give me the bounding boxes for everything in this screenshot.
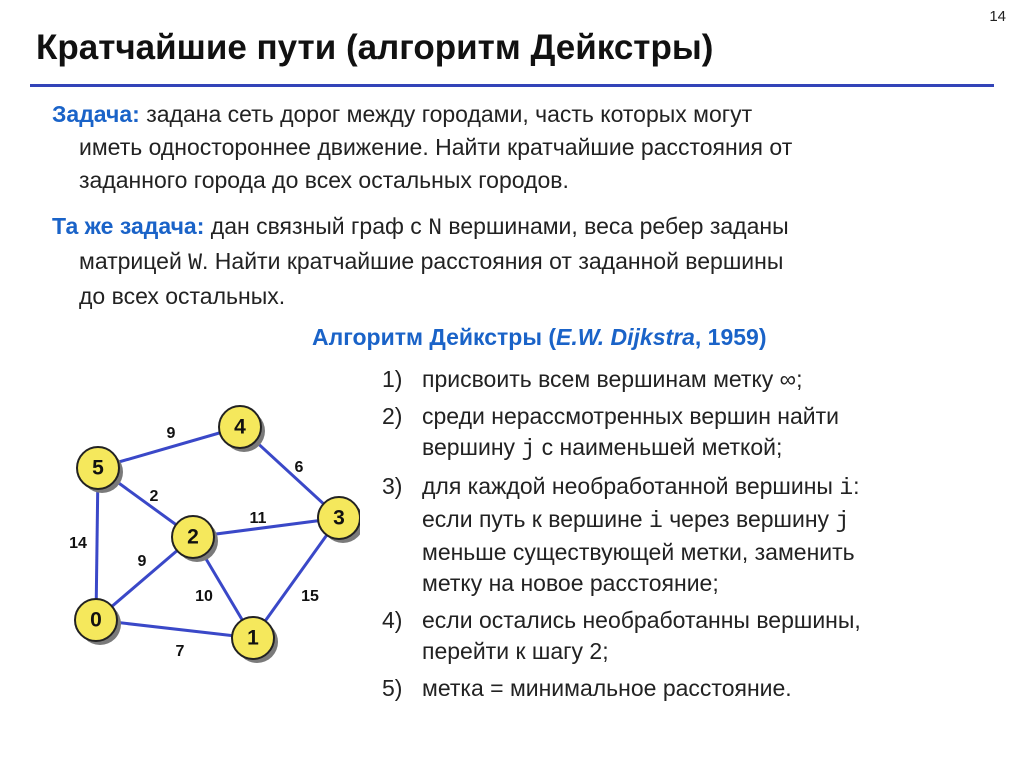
edge-weight-5-2: 2 [149, 488, 159, 506]
node-label: 5 [92, 456, 104, 480]
page-title: Кратчайшие пути (алгоритм Дейкстры) [36, 28, 714, 67]
algorithm-author: E.W. Dijkstra [556, 324, 695, 350]
edge-weight-3-1: 15 [301, 588, 319, 606]
same-task-line-1b: вершинами, веса ребер заданы [442, 213, 789, 239]
node-label: 2 [187, 525, 199, 549]
algorithm-title-suffix: , 1959) [694, 324, 767, 350]
same-task-line-1a: дан связный граф с [210, 213, 429, 239]
algorithm-title [312, 324, 767, 351]
node-label: 3 [333, 506, 345, 530]
slide-number: 14 [989, 8, 1006, 25]
edge-weight-0-1: 7 [175, 643, 185, 661]
step-text: перейти к шагу 2; [422, 638, 609, 664]
same-task-line-2a: матрицей [79, 248, 189, 274]
step-text: для каждой необработанной вершины i: [422, 473, 860, 501]
step-text: если остались необработанны вершины, [422, 607, 861, 633]
edge-weight-5-0: 14 [69, 535, 87, 553]
edge-3-1 [253, 518, 339, 638]
step-text: среди нерассмотренных вершин найти [422, 403, 840, 429]
edge-weight-5-4: 9 [166, 425, 176, 443]
node-label: 0 [90, 608, 102, 632]
node-4 [219, 406, 265, 452]
node-label: 4 [234, 415, 246, 439]
task-label: Задача: [52, 101, 140, 127]
same-task-line-2b: . Найти кратчайшие расстояния от заданной вершины [202, 248, 784, 274]
edge-weight-2-3: 11 [249, 510, 267, 528]
step-text: метка = минимальное расстояние. [422, 675, 792, 701]
var-w: W [188, 250, 203, 276]
task-line-1: задана сеть дорог между городами, часть которых могут [146, 101, 753, 127]
node-label: 1 [247, 626, 259, 650]
step-number: 2) [382, 403, 403, 429]
step-number: 3) [382, 473, 403, 499]
algorithm-step-4 [360, 605, 1000, 667]
edge-weight-0-2: 9 [137, 553, 147, 571]
step-number: 1) [382, 366, 403, 392]
edge-weight-2-1: 10 [195, 588, 213, 606]
algorithm-step-1 [360, 364, 1000, 395]
step-text: метку на новое расстояние; [422, 570, 719, 596]
var-n: N [428, 215, 443, 241]
graph-diagram [0, 0, 360, 767]
step-text: вершину j с наименьшей меткой; [422, 434, 783, 462]
node-2 [172, 516, 218, 562]
same-task-line-3: до всех остальных. [79, 283, 286, 309]
algorithm-steps [360, 364, 1000, 710]
step-number: 5) [382, 675, 403, 701]
edge-weight-4-3: 6 [294, 459, 304, 477]
task-line-2: иметь одностороннее движение. Найти кратчайшие расстояния от [79, 134, 793, 160]
algorithm-title-prefix: Алгоритм Дейкстры ( [312, 324, 557, 350]
step-text: если путь к вершине i через вершину j [422, 506, 850, 534]
task-line-3: заданного города до всех остальных городов. [79, 167, 569, 193]
node-1 [232, 617, 278, 663]
step-text: присвоить всем вершинам метку ∞; [422, 366, 803, 392]
algorithm-step-5 [360, 673, 1000, 704]
step-number: 4) [382, 607, 403, 633]
node-5 [77, 447, 123, 493]
algorithm-step-3 [360, 471, 1000, 599]
same-task-label: Та же задача: [52, 213, 205, 239]
algorithm-step-2 [360, 401, 1000, 465]
step-text: меньше существующей метки, заменить [422, 539, 855, 565]
